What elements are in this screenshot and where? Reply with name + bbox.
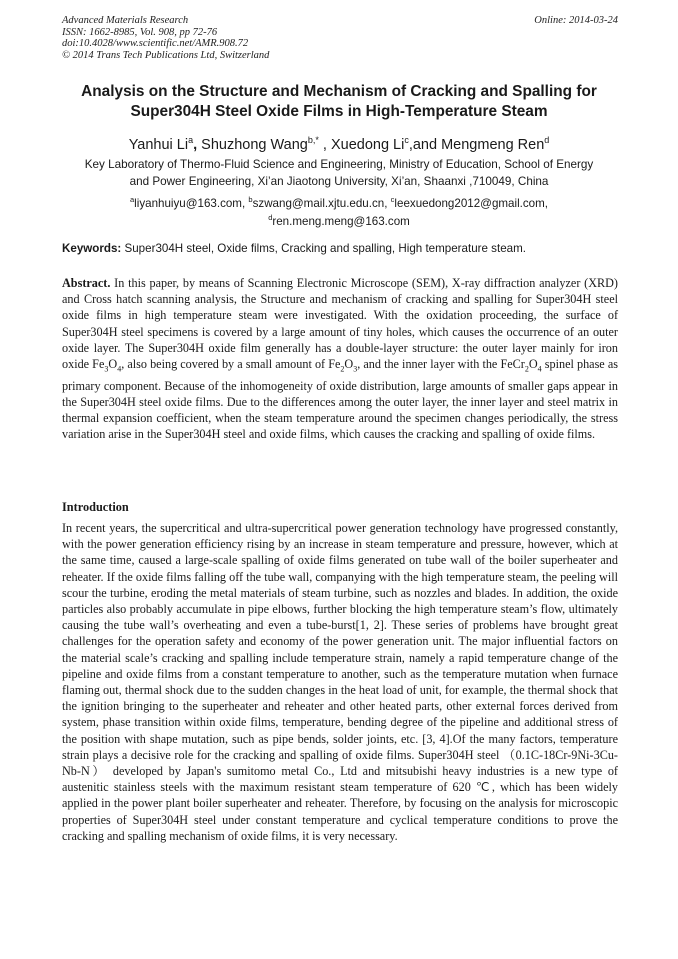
- email-line-2: [60, 211, 618, 229]
- keywords: [62, 241, 618, 256]
- abstract-text: O: [528, 357, 538, 372]
- abstract-text: In this paper, by means of Scanning Electronic Microscope (SEM), X-ray diffraction analyzer (XRD) and Cross hatch scanning analysis, the Structure and mechanism of cracking and spalling for Super304H steel oxide films in high temperature steam were investigated. With the oxidation proceeding, the surface of Super304H steel specimens is covered by a large amount of tiny holes, which causes the occurrence of an outer oxide layer. The Super304H oxide film generally has a double-layer structure: the outer layer mainly for iron oxide Fe: [62, 276, 618, 372]
- email-marker: a: [130, 195, 135, 204]
- author-emails: [60, 193, 618, 229]
- email-marker: c: [390, 195, 395, 204]
- journal-doi: doi:10.4028/www.scientific.net/AMR.908.72: [62, 38, 249, 50]
- keywords-text: Super304H steel, Oxide films, Cracking and spalling, High temperature steam.: [121, 242, 526, 255]
- abstract-text: O: [344, 357, 354, 372]
- email-marker: b: [248, 195, 253, 204]
- email-link[interactable]: leexuedong2012@gmail.com,: [394, 196, 548, 210]
- author-name: Yanhui Li: [128, 136, 189, 153]
- subscript: 3: [353, 364, 358, 374]
- abstract-text: , and the inner layer with the FeCr: [357, 357, 525, 372]
- author-separator: ,: [318, 136, 331, 153]
- author-name: Mengmeng Ren: [441, 136, 545, 153]
- abstract: [62, 275, 618, 442]
- author-marker: c: [404, 135, 409, 145]
- email-line-1: [60, 193, 618, 211]
- online-date: Online: 2014-03-24: [534, 15, 618, 26]
- email-link[interactable]: liyanhuiyu@163.com,: [134, 196, 249, 210]
- title-line-2: Super304H Steel Oxide Films in High-Temperature Steam: [130, 102, 548, 120]
- journal-copyright: © 2014 Trans Tech Publications Ltd, Switzerland: [62, 49, 270, 61]
- abstract-text: , also being covered by a small amount of Fe: [121, 357, 341, 372]
- email-link[interactable]: ren.meng.meng@163.com: [272, 214, 410, 228]
- affiliation-line-2: and Power Engineering, Xi’an Jiaotong University, Xi’an, Shaanxi ,710049, China: [129, 174, 549, 188]
- author-name: Xuedong Li: [330, 136, 405, 153]
- email-marker: d: [268, 212, 273, 222]
- subscript: 2: [524, 364, 529, 374]
- abstract-text: O: [108, 357, 118, 372]
- abstract-text: spinel phase as primary component. Because of the inhomogeneity of oxide distribution, large amounts of smaller gaps appear in the Super304H steel oxide films. Due to the differences among the outer layer, the inner layer and steel matrix in thermal expansion coefficient, when the steam temperature around the specimen changes periodically, the stress variation arise in the Super304H steel and oxide films, which causes the cracking and spalling of oxide films.: [62, 357, 618, 442]
- author-name: Shuzhong Wang: [201, 136, 308, 153]
- introduction-body: In recent years, the supercritical and ultra-supercritical power generation technology have progressed constantly, with the power generation efficiency rising by an increase in steam temperature and pressure, however, which at the same time, caused a large-scale spalling of oxide films generated on tube wall of the boiler superheater and reheater. If the oxide films falling off the tube wall, companying with the high temperature steam, the peeling will scour the turbine, eroding the metal materials of steam turbine, such as nozzles and blades. In addition, the oxide particles also probably accumulate in pipe elbows, further blocking the high temperature steam’s flow, ultimately causing the tube wall’s overheating and even a tube-burst[1, 2]. These series of problems have brought great challenges for the operation safety and economy of the power generation unit. The major influential factors on the material scale’s cracking and spalling include temperature strain, namely a rapid temperature change of the pipeline and oxide films from a constant temperature to another, such as the temperature mutation when furnace flaming out, thermal shock due to the sudden changes in the heat load of unit, for example, the thermal shock that the ignition bringing to the superheater and reheater and other heated parts, other external forces derived from system, phase transition within oxide films, temperature, bending degree of the pipeline and additional stress of the position with shape mutation, such as pipe bends, solder joints, etc. [3, 4].Of the many factors, temperature strain plays a decisive role for the cracking and spalling of oxide films. Super304H steel （0.1C-18Cr-9Ni-3Cu-Nb-N） developed by Japan's sumitomo metal Co., Ltd and mitsubishi heavy industries is a new type of austenitic stainless steels with the maximum resistant steam temperature of 620 ℃, which has been widely applied in the power plant boiler superheater and reheater. Therefore, by focusing on the analysis for microscopic properties of Super304H steel under constant temperature and cyclical temperature conditions to prove the cracking and spalling mechanism of oxide films, it is very necessary.: [62, 521, 618, 843]
- journal-header: [62, 15, 618, 61]
- subscript: 4: [537, 364, 542, 374]
- subscript: 2: [340, 364, 345, 374]
- title-line-1: Analysis on the Structure and Mechanism of Cracking and Spalling for: [81, 83, 597, 100]
- subscript: 3: [104, 364, 109, 374]
- keywords-label: Keywords:: [62, 242, 122, 255]
- author-separator: ,: [193, 136, 202, 153]
- journal-issn: ISSN: 1662-8985, Vol. 908, pp 72-76: [62, 26, 218, 38]
- author-marker: d: [544, 135, 550, 145]
- subscript: 4: [117, 364, 122, 374]
- author-list: [40, 131, 638, 154]
- affiliation-line-1: Key Laboratory of Thermo-Fluid Science and Engineering, Ministry of Education, School of Energy: [84, 158, 594, 171]
- journal-name: Advanced Materials Research: [62, 15, 189, 26]
- affiliation: [60, 157, 618, 190]
- author-marker: a: [188, 135, 194, 145]
- author-marker: b,*: [307, 135, 319, 145]
- abstract-label: Abstract.: [62, 276, 111, 290]
- introduction-heading: Introduction: [62, 500, 129, 514]
- email-link[interactable]: szwang@mail.xjtu.edu.cn,: [252, 196, 391, 210]
- paper-title: [40, 82, 638, 121]
- author-separator: ,and: [408, 136, 442, 153]
